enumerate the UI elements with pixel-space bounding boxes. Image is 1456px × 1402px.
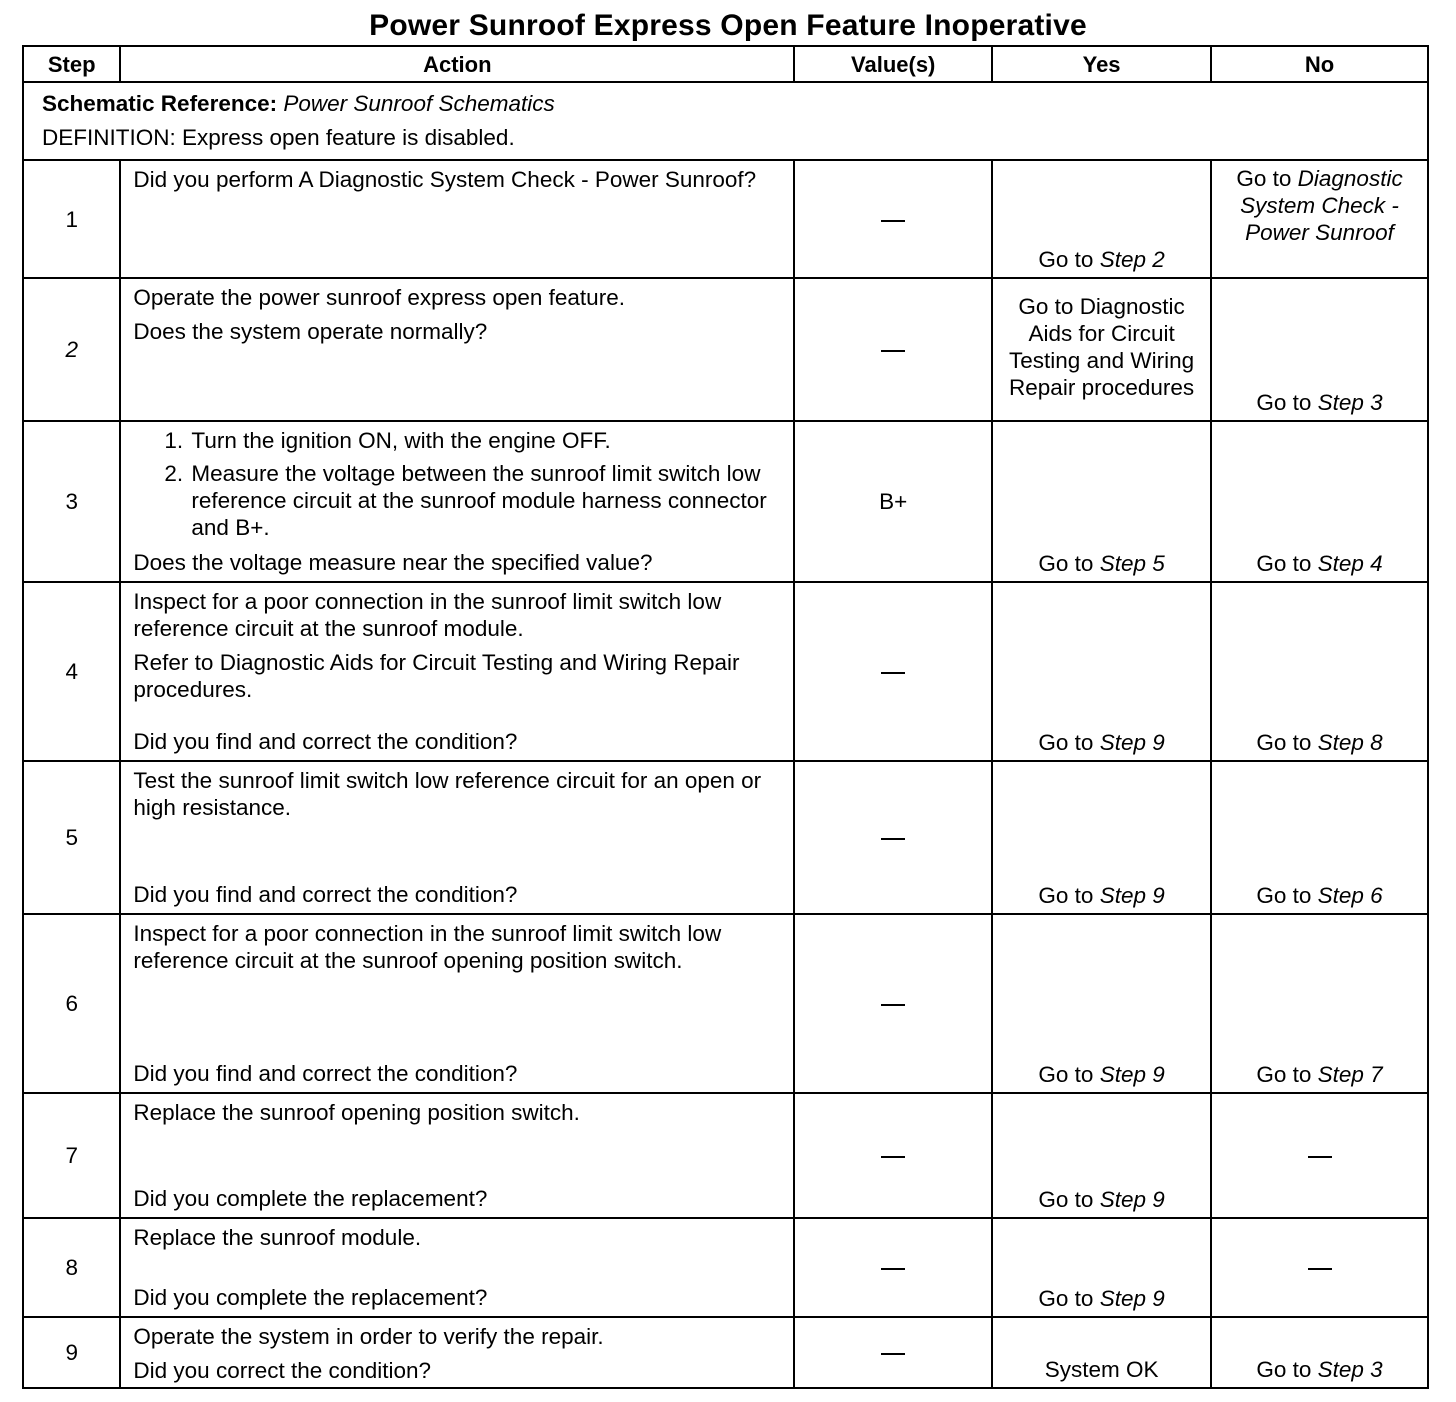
value-cell — [794, 914, 992, 1093]
go-to-label: Go to — [1236, 166, 1298, 191]
go-to-label: Go to — [1038, 1187, 1100, 1212]
value-dash — [881, 1156, 905, 1158]
action-cell — [120, 914, 794, 1093]
go-to-label: Go to — [1256, 883, 1318, 908]
action-text: Replace the sunroof opening position switch. — [133, 1100, 580, 1125]
step-row — [23, 761, 1428, 914]
action-content — [133, 284, 783, 415]
action-text: Operate the power sunroof express open feature. — [133, 285, 625, 310]
action-cell — [120, 160, 794, 278]
header-action: Action — [120, 46, 794, 82]
value-dash — [881, 672, 905, 674]
action-question: Does the system operate normally? — [133, 319, 488, 344]
step-row — [23, 1218, 1428, 1317]
yes-cell — [992, 1093, 1211, 1218]
diagnostic-table — [22, 45, 1429, 1389]
go-to-target[interactable]: Step 5 — [1099, 551, 1165, 576]
go-to-label: Go to — [1256, 1357, 1318, 1382]
yes-go-to[interactable] — [1038, 730, 1164, 755]
action-content — [133, 427, 783, 576]
no-go-to[interactable] — [1236, 166, 1402, 245]
yes-go-to[interactable] — [1038, 1286, 1164, 1311]
yes-action[interactable]: Go to Diagnostic Aids for Circuit Testing and Wiring Repair procedures — [1009, 294, 1195, 400]
no-go-to[interactable] — [1256, 883, 1382, 908]
action-cell — [120, 1317, 794, 1388]
go-to-label: Go to — [1256, 730, 1318, 755]
go-to-label: Go to — [1038, 883, 1100, 908]
step-row — [23, 1093, 1428, 1218]
no-cell — [1211, 278, 1428, 421]
action-content — [133, 588, 783, 755]
value-cell — [794, 761, 992, 914]
action-text: Refer to Diagnostic Aids for Circuit Testing and Wiring Repair procedures. — [133, 650, 740, 702]
step-number: 7 — [23, 1093, 120, 1218]
go-to-label: Go to — [1256, 390, 1318, 415]
go-to-target[interactable]: Step 8 — [1317, 730, 1383, 755]
step-number: 3 — [23, 421, 120, 582]
action-spacer — [133, 1258, 783, 1284]
no-go-to[interactable] — [1256, 1062, 1382, 1087]
action-question: Did you find and correct the condition? — [133, 882, 518, 907]
go-to-target[interactable]: Step 9 — [1099, 1062, 1165, 1087]
yes-action — [993, 550, 1210, 577]
go-to-label: Go to — [1038, 1062, 1100, 1087]
no-cell — [1211, 1093, 1428, 1218]
value-cell — [794, 160, 992, 278]
value-dash — [881, 220, 905, 222]
no-go-to[interactable] — [1256, 551, 1382, 576]
action-step: 1. Turn the ignition ON, with the engine OFF. — [189, 427, 783, 454]
action-text: Inspect for a poor connection in the sunroof limit switch low reference circuit at the sunroof module. — [133, 589, 722, 641]
yes-go-to[interactable] — [1038, 883, 1164, 908]
go-to-label: Go to — [1256, 551, 1318, 576]
definition: DEFINITION: Express open feature is disabled. — [42, 125, 515, 150]
action-content — [133, 166, 783, 272]
action-cell — [120, 1218, 794, 1317]
step-row — [23, 278, 1428, 421]
value-cell — [794, 1093, 992, 1218]
header-values: Value(s) — [794, 46, 992, 82]
action-spacer — [133, 981, 783, 1060]
step-number: 4 — [23, 582, 120, 761]
no-cell — [1211, 1317, 1428, 1388]
value-dash — [881, 1353, 905, 1355]
yes-go-to[interactable] — [1038, 247, 1164, 272]
yes-action — [993, 1061, 1210, 1088]
go-to-target[interactable]: Step 7 — [1317, 1062, 1383, 1087]
action-text: Operate the system in order to verify the repair. — [133, 1324, 604, 1349]
yes-action — [993, 246, 1210, 273]
value-cell: B+ — [794, 421, 992, 582]
action-spacer — [133, 828, 783, 881]
go-to-label: Go to — [1038, 551, 1100, 576]
value-cell — [794, 1218, 992, 1317]
step-row — [23, 421, 1428, 582]
yes-go-to[interactable] — [1038, 551, 1164, 576]
action-text: Did you perform A Diagnostic System Check - Power Sunroof? — [133, 167, 757, 192]
go-to-label: Go to — [1256, 1062, 1318, 1087]
action-cell — [120, 582, 794, 761]
no-cell — [1211, 1218, 1428, 1317]
yes-cell — [992, 421, 1211, 582]
no-go-to[interactable] — [1256, 1357, 1382, 1382]
yes-cell — [992, 160, 1211, 278]
action-question: Did you find and correct the condition? — [133, 729, 518, 754]
go-to-label: Go to — [1038, 730, 1100, 755]
value-dash — [881, 350, 905, 352]
schematic-reference — [42, 87, 1411, 121]
schematic-label: Schematic Reference: — [42, 91, 278, 116]
go-to-target[interactable]: Step 3 — [1317, 390, 1383, 415]
schematic-link[interactable]: Power Sunroof Schematics — [283, 91, 555, 116]
action-question: Did you correct the condition? — [133, 1358, 432, 1383]
header-step: Step — [23, 46, 120, 82]
yes-cell — [992, 761, 1211, 914]
action-steps — [133, 427, 783, 541]
step-row — [23, 160, 1428, 278]
no-cell — [1211, 160, 1428, 278]
action-text: Inspect for a poor connection in the sunroof limit switch low reference circuit at the sunroof opening position switch. — [133, 921, 722, 973]
value-cell — [794, 278, 992, 421]
reference-cell — [23, 82, 1428, 160]
yes-cell — [992, 914, 1211, 1093]
action-spacer — [133, 710, 783, 728]
step-number: 9 — [23, 1317, 120, 1388]
step-number: 1 — [23, 160, 120, 278]
action-cell — [120, 278, 794, 421]
header-no: No — [1211, 46, 1428, 82]
value-cell — [794, 582, 992, 761]
value-cell — [794, 1317, 992, 1388]
go-to-target[interactable]: Step 9 — [1099, 1187, 1165, 1212]
action-question: Did you complete the replacement? — [133, 1186, 488, 1211]
step-row — [23, 914, 1428, 1093]
go-to-target[interactable]: Step 2 — [1099, 247, 1165, 272]
yes-cell — [992, 1317, 1211, 1388]
action-question: Did you find and correct the condition? — [133, 1061, 518, 1086]
no-action — [1212, 550, 1427, 577]
value-dash — [881, 1268, 905, 1270]
step-number: 8 — [23, 1218, 120, 1317]
yes-cell — [992, 1218, 1211, 1317]
go-to-label: Go to — [1038, 1286, 1100, 1311]
yes-action — [993, 1186, 1210, 1213]
yes-action — [993, 882, 1210, 909]
yes-action — [993, 1285, 1210, 1312]
yes-cell — [992, 278, 1211, 421]
reference-row — [23, 82, 1428, 160]
action-text: Replace the sunroof module. — [133, 1225, 422, 1250]
no-action — [1212, 729, 1427, 756]
no-dash — [1308, 1156, 1332, 1158]
go-to-target[interactable]: Step 4 — [1317, 551, 1383, 576]
header-row — [23, 46, 1428, 82]
action-question: Did you complete the replacement? — [133, 1285, 488, 1310]
no-cell — [1211, 761, 1428, 914]
go-to-label: Go to — [1038, 247, 1100, 272]
go-to-target[interactable]: Step 3 — [1317, 1357, 1383, 1382]
action-content — [133, 767, 783, 908]
no-cell — [1211, 582, 1428, 761]
action-text: Test the sunroof limit switch low reference circuit for an open or high resistance. — [133, 768, 762, 820]
go-to-target[interactable]: Step 6 — [1317, 883, 1383, 908]
action-content — [133, 1323, 783, 1382]
step-number: 5 — [23, 761, 120, 914]
step-number: 6 — [23, 914, 120, 1093]
action-cell — [120, 421, 794, 582]
no-action — [1212, 389, 1427, 416]
go-to-target[interactable]: Step 9 — [1099, 730, 1165, 755]
go-to-target[interactable]: Diagnostic System Check - Power Sunroof — [1240, 166, 1403, 245]
step-row — [23, 1317, 1428, 1388]
step-row — [23, 582, 1428, 761]
yes-action: System OK — [1044, 1357, 1159, 1382]
page-title: Power Sunroof Express Open Feature Inoperative — [369, 9, 1087, 42]
action-content — [133, 1099, 783, 1212]
no-cell — [1211, 421, 1428, 582]
action-content — [133, 1224, 783, 1311]
yes-go-to[interactable] — [1038, 1062, 1164, 1087]
no-dash — [1308, 1268, 1332, 1270]
no-action — [1212, 161, 1427, 246]
value-dash — [881, 838, 905, 840]
step-number: 2 — [23, 278, 120, 421]
action-content — [133, 920, 783, 1087]
no-go-to[interactable] — [1256, 390, 1382, 415]
go-to-target[interactable]: Step 9 — [1099, 883, 1165, 908]
no-action — [1212, 1356, 1427, 1383]
no-action — [1212, 1061, 1427, 1088]
action-spacer — [133, 1133, 783, 1185]
value-dash — [881, 1004, 905, 1006]
action-cell — [120, 1093, 794, 1218]
no-cell — [1211, 914, 1428, 1093]
yes-go-to[interactable] — [1038, 1187, 1164, 1212]
yes-cell — [992, 582, 1211, 761]
action-step: 2. Measure the voltage between the sunroof limit switch low reference circuit at the sunroof module harness connector and B+. — [189, 460, 783, 541]
go-to-target[interactable]: Step 9 — [1099, 1286, 1165, 1311]
no-action — [1212, 882, 1427, 909]
yes-action — [993, 729, 1210, 756]
action-cell — [120, 761, 794, 914]
action-question: Does the voltage measure near the specified value? — [133, 550, 653, 575]
no-go-to[interactable] — [1256, 730, 1382, 755]
header-yes: Yes — [992, 46, 1211, 82]
